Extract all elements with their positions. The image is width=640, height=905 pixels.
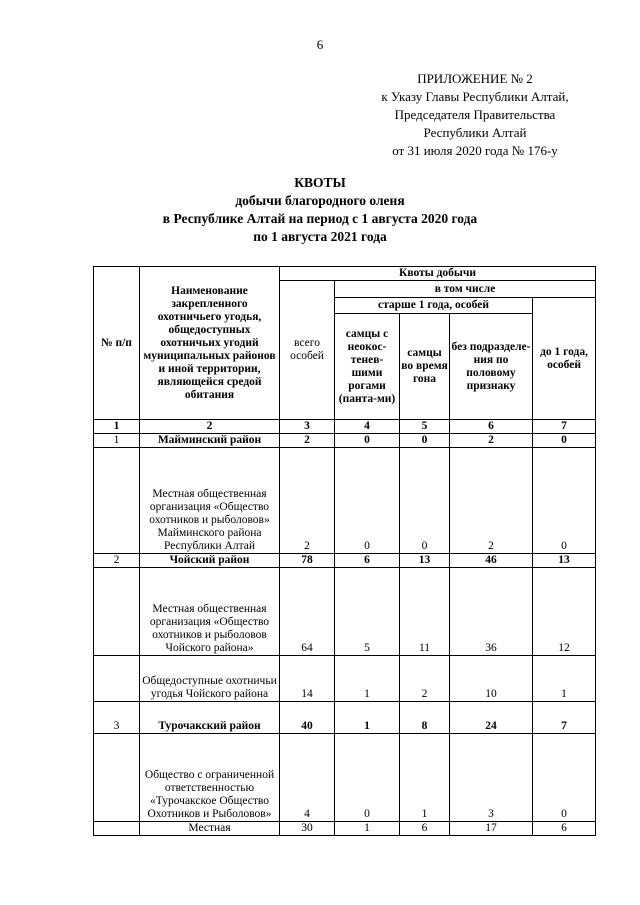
title-line: в Республике Алтай на период с 1 августа 2020 года	[162, 211, 478, 226]
appendix-line: от 31 июля 2020 года № 176-у	[392, 143, 558, 158]
row-males-rut: 6	[400, 822, 450, 836]
header-quotas: Квоты добычи	[280, 267, 596, 281]
row-name: Турочакский район	[140, 702, 280, 734]
column-number: 4	[335, 420, 400, 434]
row-under-one: 6	[533, 822, 596, 836]
row-under-one: 13	[533, 554, 596, 568]
header-total: всего особей	[280, 281, 335, 420]
row-num	[94, 448, 140, 554]
row-males-rut: 2	[400, 656, 450, 702]
row-no-sex: 36	[450, 568, 533, 656]
row-under-one: 7	[533, 702, 596, 734]
column-number: 2	[140, 420, 280, 434]
appendix-block	[330, 70, 620, 160]
header-no-sex: без подразделе-ния по половому признаку	[450, 314, 533, 420]
row-num: 3	[94, 702, 140, 734]
row-under-one: 0	[533, 434, 596, 448]
row-males-unossified: 1	[335, 822, 400, 836]
header-males-rut: самцы во время гона	[400, 314, 450, 420]
row-under-one: 12	[533, 568, 596, 656]
row-total: 2	[280, 448, 335, 554]
quota-table	[93, 266, 596, 836]
row-males-rut: 13	[400, 554, 450, 568]
appendix-line: Республики Алтай	[423, 125, 527, 140]
row-total: 30	[280, 822, 335, 836]
organization-row	[94, 568, 596, 656]
row-total: 2	[280, 434, 335, 448]
district-row	[94, 434, 596, 448]
column-number: 1	[94, 420, 140, 434]
organization-row	[94, 734, 596, 822]
row-males-unossified: 0	[335, 434, 400, 448]
district-row	[94, 554, 596, 568]
row-no-sex: 17	[450, 822, 533, 836]
header-including: в том числе	[335, 281, 596, 298]
row-num	[94, 568, 140, 656]
appendix-line: ПРИЛОЖЕНИЕ № 2	[417, 71, 533, 86]
header-name: Наименование закрепленного охотничьего угодья, общедоступных охотничьих угодий муниципальных районов и иной территории, являющейся средой обитания	[140, 267, 280, 420]
row-no-sex: 2	[450, 434, 533, 448]
row-name: Майминский район	[140, 434, 280, 448]
row-total: 4	[280, 734, 335, 822]
row-no-sex: 2	[450, 448, 533, 554]
row-num: 1	[94, 434, 140, 448]
row-num	[94, 822, 140, 836]
district-row	[94, 702, 596, 734]
row-num	[94, 656, 140, 702]
header-num: № п/п	[94, 267, 140, 420]
row-total: 78	[280, 554, 335, 568]
row-males-rut: 0	[400, 434, 450, 448]
row-under-one: 0	[533, 448, 596, 554]
title-line: по 1 августа 2021 года	[253, 229, 387, 244]
row-no-sex: 10	[450, 656, 533, 702]
row-name: Чойский район	[140, 554, 280, 568]
row-males-unossified: 1	[335, 702, 400, 734]
organization-row	[94, 656, 596, 702]
row-total: 64	[280, 568, 335, 656]
row-males-rut: 8	[400, 702, 450, 734]
row-total: 40	[280, 702, 335, 734]
row-name: Местная общественная организация «Общество охотников и рыболовов» Майминского района Республики Алтай	[140, 448, 280, 554]
row-males-rut: 11	[400, 568, 450, 656]
title-line: КВОТЫ	[294, 175, 346, 190]
column-numbers-row	[94, 420, 596, 434]
row-males-rut: 0	[400, 448, 450, 554]
row-under-one: 0	[533, 734, 596, 822]
row-under-one: 1	[533, 656, 596, 702]
column-number: 3	[280, 420, 335, 434]
header-under-one: до 1 года, особей	[533, 298, 596, 420]
row-name: Местная	[140, 822, 280, 836]
column-number: 7	[533, 420, 596, 434]
row-num: 2	[94, 554, 140, 568]
row-males-unossified: 5	[335, 568, 400, 656]
document-title	[0, 174, 640, 246]
appendix-line: Председателя Правительства	[394, 107, 556, 122]
header-males-unossified: самцы с неокос-тенев-шими рогами (панта-ми)	[335, 314, 400, 420]
column-number: 5	[400, 420, 450, 434]
column-number: 6	[450, 420, 533, 434]
title-line: добычи благородного оленя	[235, 193, 405, 208]
organization-row	[94, 822, 596, 836]
row-no-sex: 46	[450, 554, 533, 568]
row-males-rut: 1	[400, 734, 450, 822]
row-num	[94, 734, 140, 822]
row-males-unossified: 0	[335, 734, 400, 822]
row-males-unossified: 1	[335, 656, 400, 702]
row-name: Местная общественная организация «Общество охотников и рыболовов Чойского района»	[140, 568, 280, 656]
row-no-sex: 3	[450, 734, 533, 822]
row-total: 14	[280, 656, 335, 702]
page-number: 6	[316, 37, 324, 52]
row-males-unossified: 6	[335, 554, 400, 568]
row-males-unossified: 0	[335, 448, 400, 554]
row-name: Общество с ограниченной ответственностью «Турочакское Общество Охотников и Рыболовов»	[140, 734, 280, 822]
header-older: старше 1 года, особей	[335, 298, 533, 314]
row-no-sex: 24	[450, 702, 533, 734]
row-name: Общедоступные охотничьи угодья Чойского района	[140, 656, 280, 702]
organization-row	[94, 448, 596, 554]
appendix-line: к Указу Главы Республики Алтай,	[381, 89, 569, 104]
